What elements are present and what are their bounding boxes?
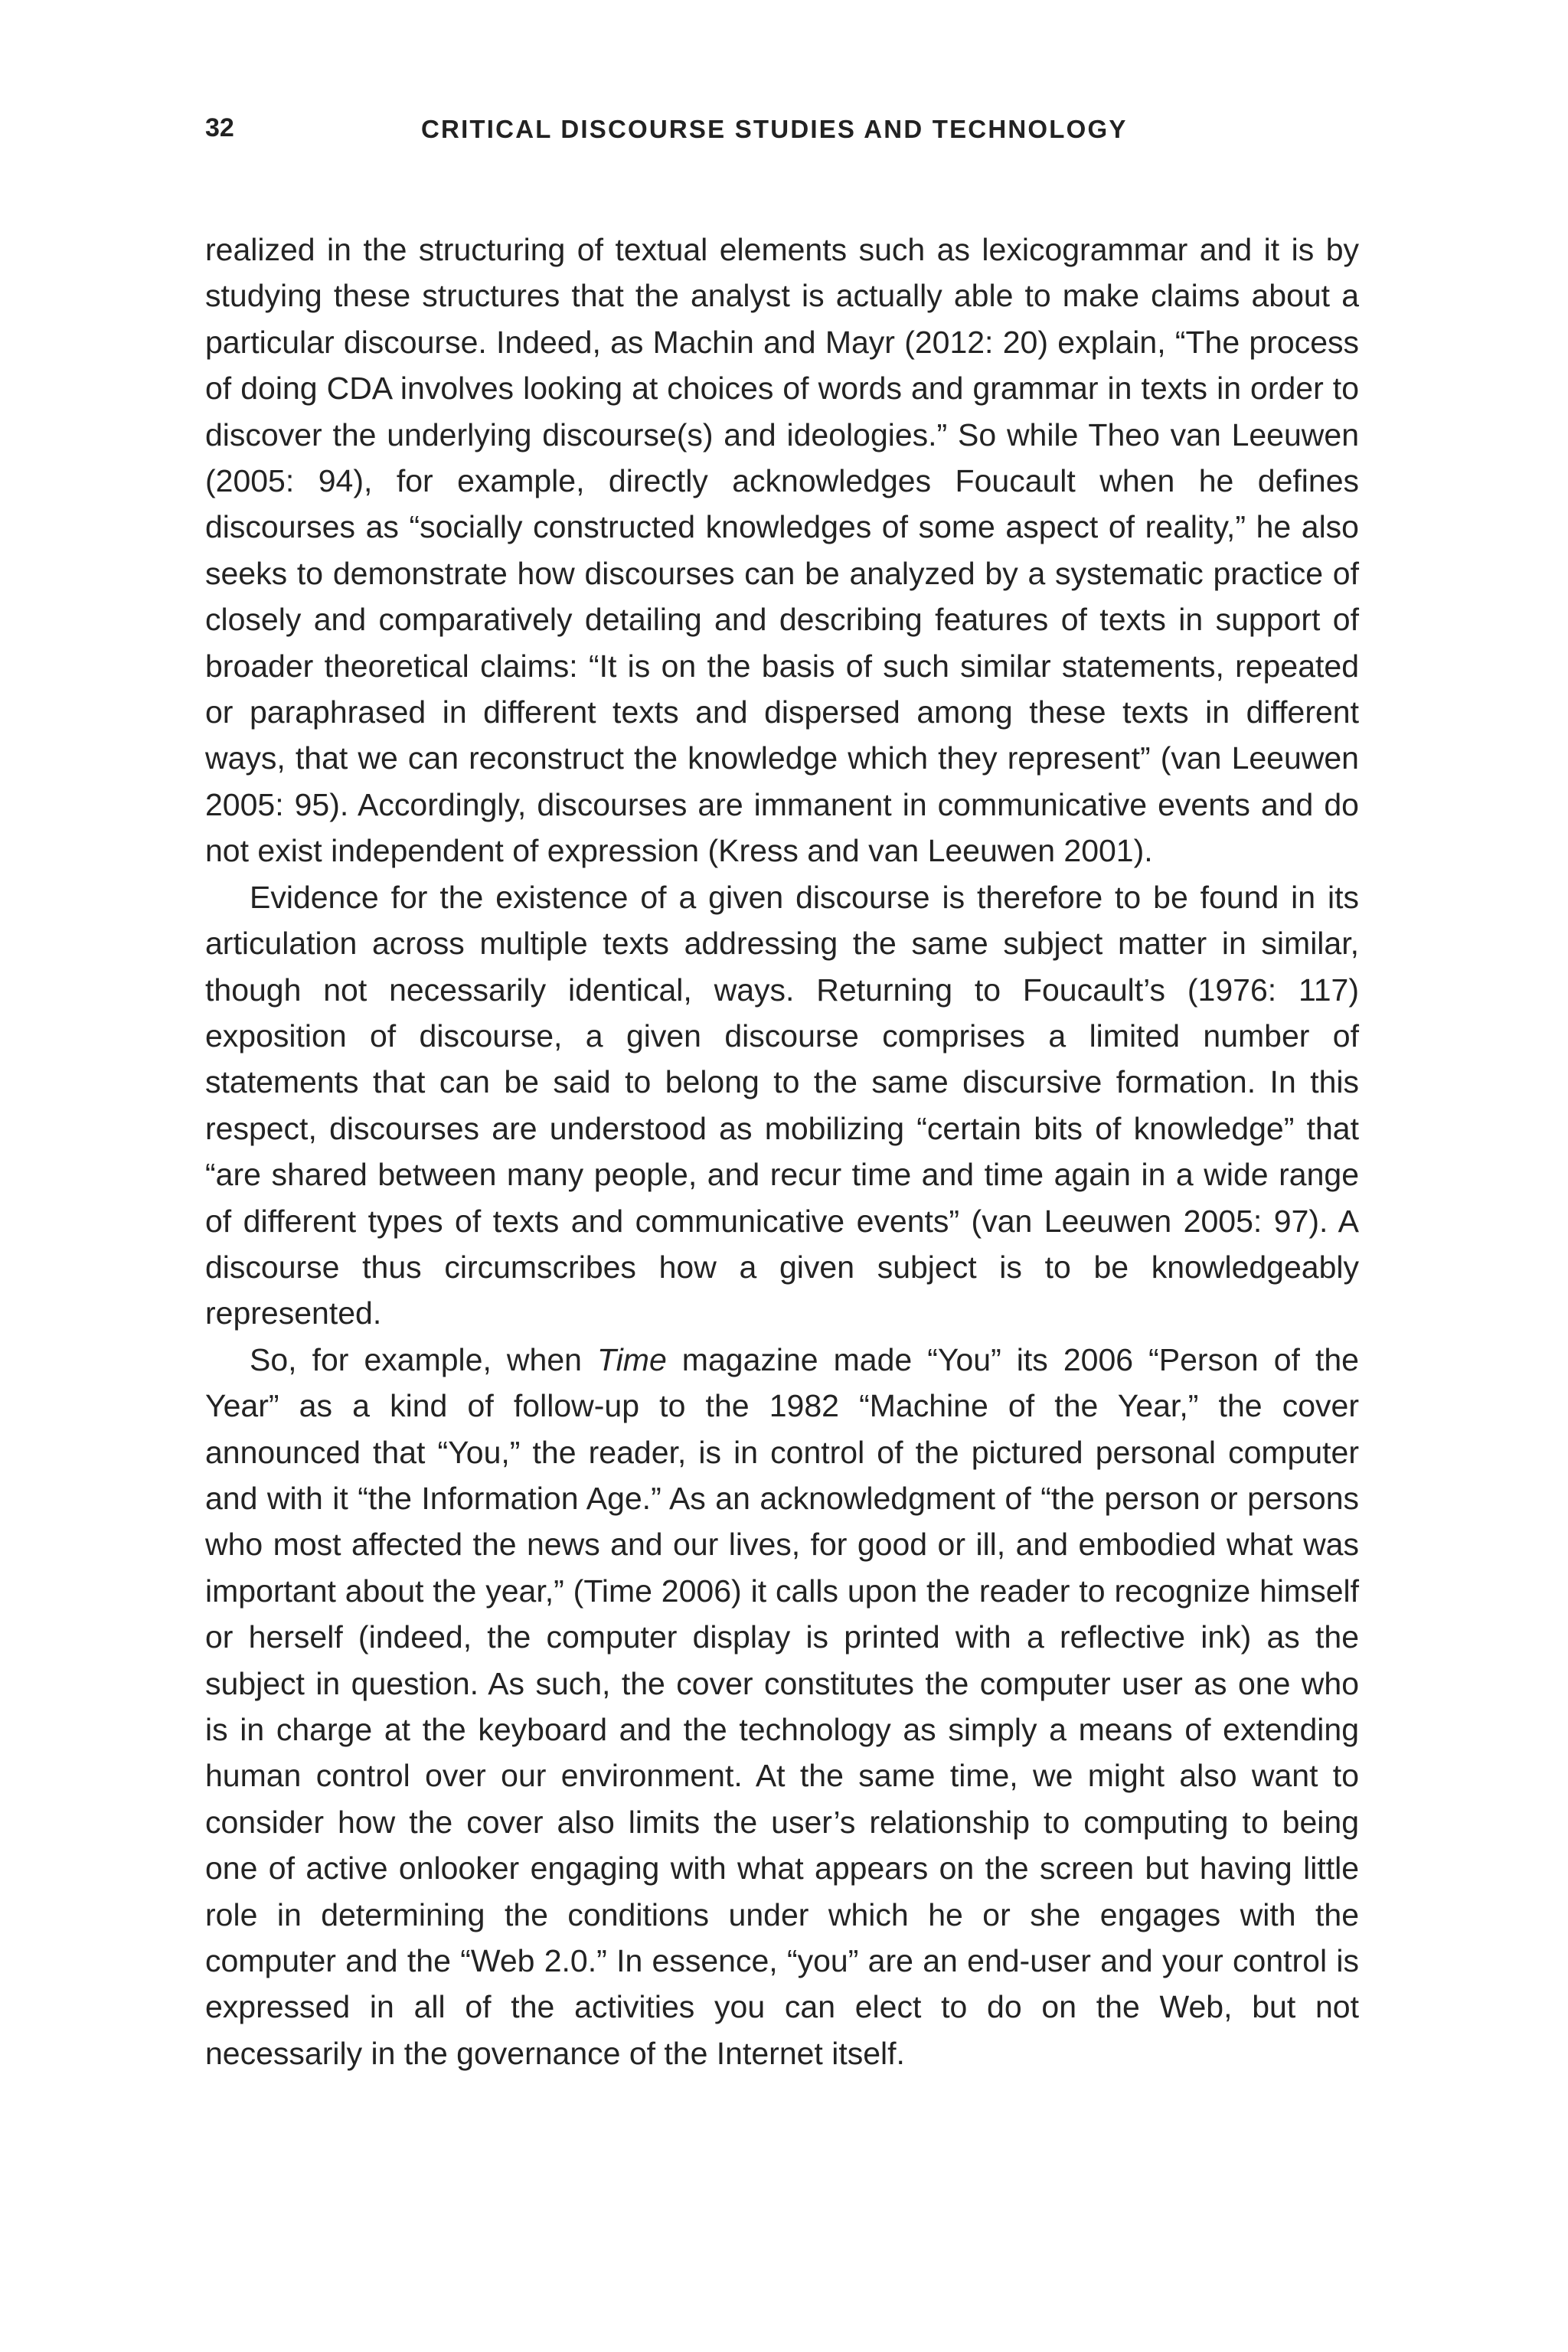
paragraph-text: magazine made “You” its 2006 “Person of the Year” as a kind of follow-up to the 1982 “Machine of the Year,” the cover announced that “You,” the reader, is in control of the pictured personal computer and with it “the Information Age.” As an acknowledgment of “the person or persons who most affected the news and our lives, for good or ill, and embodied what was important about the year,” (Time 2006) it calls upon the reader to recognize himself or herself (indeed, the computer display is printed with a reflective ink) as the subject in question. As such, the cover constitutes the computer user as one who is in charge at the keyboard and the technology as simply a means of extending human control over our environment. At the same time, we might also want to consider how the cover also limits the user’s relationship to computing to being one of active onlooker engaging with what appears on the screen but having little role in determining the conditions under which he or she engages with the computer and the “Web 2.0.” In essence, “you” are an end-user and your control is expressed in all of the activities you can elect to do on the Web, but not necessarily in the governance of the Internet itself. <box>205 1341 1359 2071</box>
paragraph: realized in the structuring of textual elements such as lexicogrammar and it is by studying these structures that the analyst is actually able to make claims about a particular discourse. Indeed, as Machin and Mayr (2012: 20) explain, “The process of doing CDA involves looking at choices of words and grammar in texts in order to discover the underlying discourse(s) and ideologies.” So while Theo van Leeuwen (2005: 94), for example, directly acknowledges Foucault when he defines discourses as “socially constructed knowledges of some aspect of reality,” he also seeks to demonstrate how discourses can be analyzed by a systematic practice of closely and comparatively detailing and describing features of texts in support of broader theoretical claims: “It is on the basis of such similar statements, repeated or paraphrased in different texts and dispersed among these texts in different ways, that we can reconstruct the knowledge which they represent” (van Leeuwen 2005: 95). Accordingly, discourses are immanent in communicative events and do not exist independent of expression (Kress and van Leeuwen 2001). <box>205 232 1359 869</box>
page-number: 32 <box>205 113 234 142</box>
magazine-title-italic: Time <box>597 1341 667 1377</box>
paragraph: Evidence for the existence of a given discourse is therefore to be found in its articulation across multiple texts addressing the same subject matter in similar, though not necessarily identical, ways. Returning to Foucault’s (1976: 117) exposition of discourse, a given discourse comprises a limited number of statements that can be said to belong to the same discursive formation. In this respect, discourses are understood as mobilizing “certain bits of knowledge” that “are shared between many people, and recur time and time again in a wide range of different types of texts and communicative events” (van Leeuwen 2005: 97). A discourse thus circumscribes how a given subject is to be knowledgeably represented. <box>205 879 1359 1331</box>
paragraph <box>205 1337 1359 2077</box>
body-text <box>205 227 1359 2076</box>
running-head-title: CRITICAL DISCOURSE STUDIES AND TECHNOLOGY <box>421 115 1128 143</box>
paragraph-text: So, for example, when <box>250 1341 597 1377</box>
